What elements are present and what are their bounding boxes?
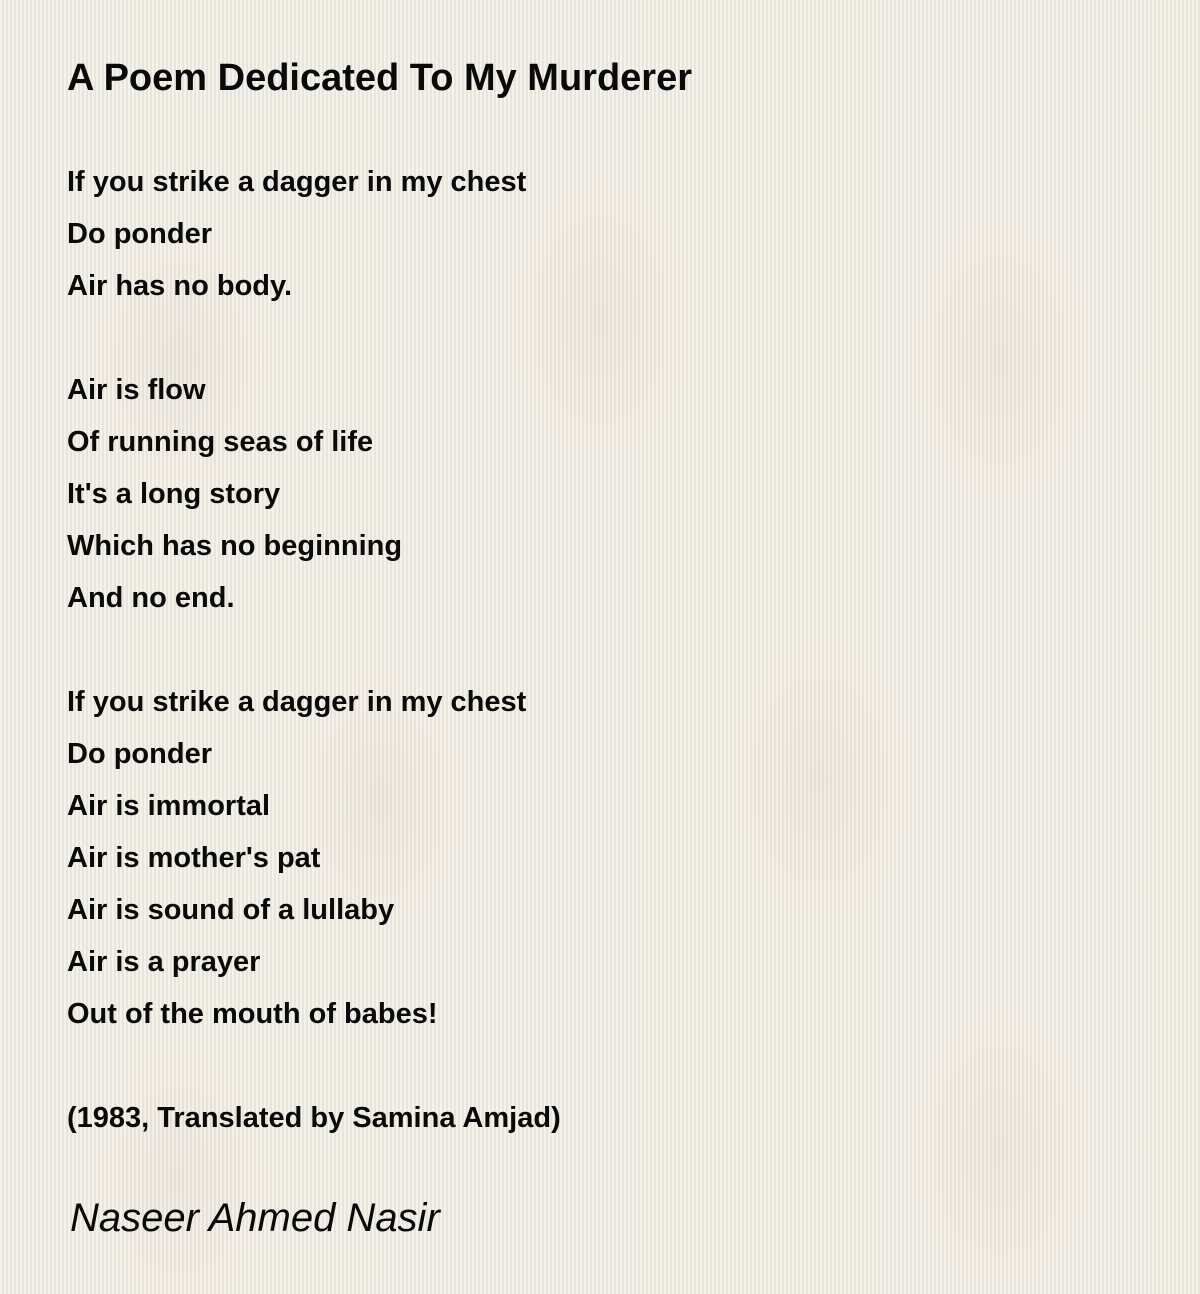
poem-line: Of running seas of life: [67, 426, 374, 458]
poem-line: And no end.: [67, 582, 235, 614]
poem-line: Air is mother's pat: [67, 842, 321, 874]
stanza-2: [67, 364, 1160, 624]
author-name: Naseer Ahmed Nasir: [70, 1196, 440, 1240]
translation-note: (1983, Translated by Samina Amjad): [67, 1102, 561, 1134]
poem-line: If you strike a dagger in my chest: [67, 686, 527, 718]
poem-page: [67, 52, 1160, 1144]
poem-line: Out of the mouth of babes!: [67, 998, 438, 1030]
stanza-3: [67, 676, 1160, 1040]
poem-line: Which has no beginning: [67, 530, 403, 562]
poem-line: Air is a prayer: [67, 946, 261, 978]
poem-body: [67, 156, 1160, 1144]
poem-line: Air is flow: [67, 374, 206, 406]
poem-line: Do ponder: [67, 738, 212, 770]
poem-line: Air is immortal: [67, 790, 271, 822]
poem-line: Do ponder: [67, 218, 212, 250]
poem-title: A Poem Dedicated To My Murderer: [67, 57, 693, 99]
poem-line: It's a long story: [67, 478, 281, 510]
poem-line: Air is sound of a lullaby: [67, 894, 395, 926]
poem-line: If you strike a dagger in my chest: [67, 166, 527, 198]
stanza-1: [67, 156, 1160, 312]
poem-line: Air has no body.: [67, 270, 293, 302]
